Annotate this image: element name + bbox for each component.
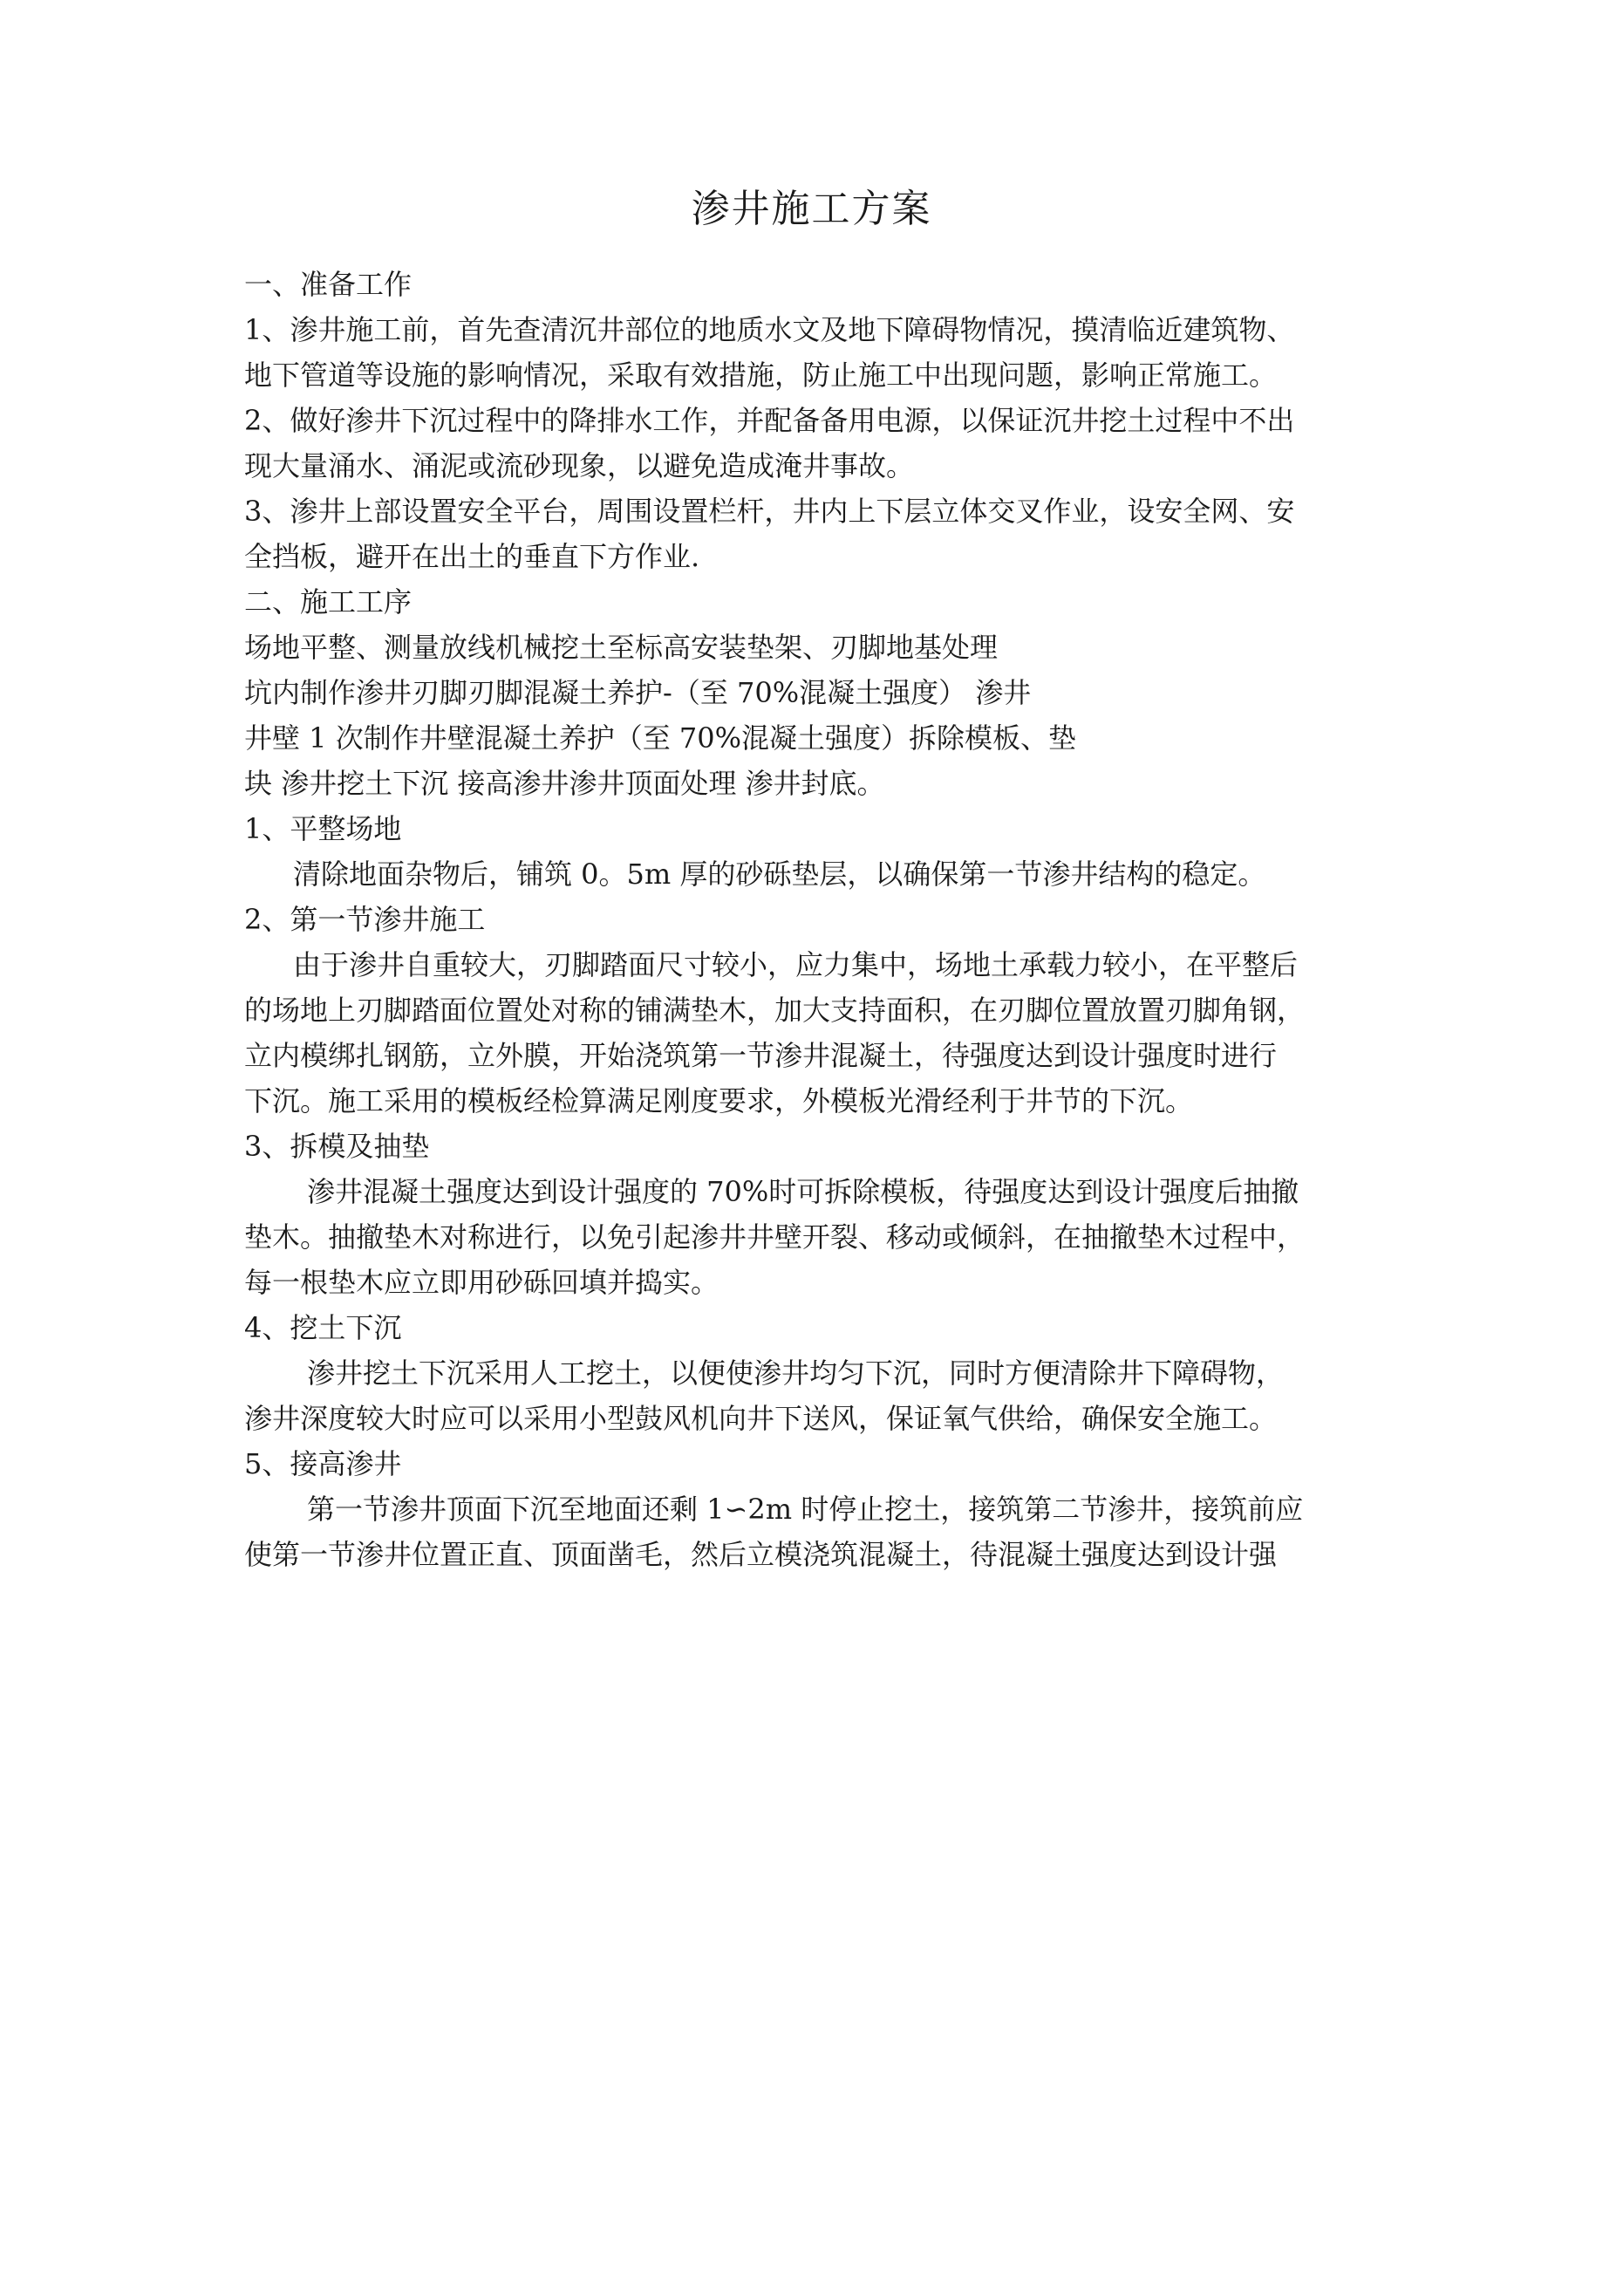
paragraph-line: 每一根垫木应立即用砂砾回填并捣实。 <box>244 1266 719 1299</box>
paragraph-line: 现大量涌水、涌泥或流砂现象，以避免造成淹井事故。 <box>244 449 915 482</box>
document-title: 渗井施工方案 <box>691 187 932 231</box>
paragraph-line: 渗井挖土下沉采用人工挖土，以便使渗井均匀下沉，同时方便清除井下障碍物， <box>307 1356 1285 1390</box>
paragraph-line: 块 渗井挖土下沉 接高渗井渗井顶面处理 渗井封底。 <box>244 767 885 800</box>
subheading-raise-well: 5、接高渗井 <box>244 1447 402 1480</box>
paragraph-line: 全挡板，避开在出土的垂直下方作业. <box>244 540 700 573</box>
document-body <box>244 262 1413 1577</box>
section-heading-procedure: 二、施工工序 <box>244 585 413 618</box>
paragraph-line: 坑内制作渗井刃脚刃脚混凝土养护-（至 70%混凝土强度） 渗井 <box>244 676 1032 709</box>
paragraph-line: 2、做好渗井下沉过程中的降排水工作，并配备备用电源，以保证沉井挖土过程中不出 <box>244 404 1295 437</box>
paragraph-line: 渗井深度较大时应可以采用小型鼓风机向井下送风，保证氧气供给，确保安全施工。 <box>244 1402 1278 1435</box>
subheading-first-section: 2、第一节渗井施工 <box>244 903 486 936</box>
paragraph-line: 使第一节渗井位置正直、顶面凿毛，然后立模浇筑混凝土，待混凝土强度达到设计强 <box>244 1538 1278 1571</box>
paragraph-line: 地下管道等设施的影响情况，采取有效措施，防止施工中出现问题，影响正常施工。 <box>244 359 1278 392</box>
subheading-formwork-removal: 3、拆模及抽垫 <box>244 1130 430 1163</box>
section-heading-preparation: 一、准备工作 <box>244 268 413 301</box>
paragraph-line: 第一节渗井顶面下沉至地面还剩 1∽2m 时停止挖土，接筑第二节渗井，接筑前应 <box>307 1493 1304 1526</box>
subheading-site-leveling: 1、平整场地 <box>244 812 402 845</box>
paragraph-line: 下沉。施工采用的模板经检算满足刚度要求，外模板光滑经利于井节的下沉。 <box>244 1084 1194 1117</box>
paragraph-line: 井壁 1 次制作井壁混凝土养护（至 70%混凝土强度）拆除模板、垫 <box>244 721 1077 755</box>
paragraph-line: 3、渗井上部设置安全平台，周围设置栏杆，井内上下层立体交叉作业，设安全网、安 <box>244 495 1295 528</box>
paragraph-line: 清除地面杂物后，铺筑 0。5m 厚的砂砾垫层，以确保第一节渗井结构的稳定。 <box>293 858 1266 891</box>
paragraph-line: 立内模绑扎钢筋，立外膜，开始浇筑第一节渗井混凝土，待强度达到设计强度时进行 <box>244 1039 1278 1072</box>
paragraph-line: 的场地上刃脚踏面位置处对称的铺满垫木，加大支持面积，在刃脚位置放置刃脚角钢， <box>244 994 1306 1027</box>
paragraph-line: 渗井混凝土强度达到设计强度的 70%时可拆除模板，待强度达到设计强度后抽撤 <box>307 1175 1299 1208</box>
paragraph-line: 场地平整、测量放线机械挖土至标高安装垫架、刃脚地基处理 <box>244 631 999 664</box>
paragraph-line: 1、渗井施工前，首先查清沉井部位的地质水文及地下障碍物情况，摸清临近建筑物、 <box>244 313 1295 346</box>
subheading-excavation-sinking: 4、挖土下沉 <box>244 1311 402 1344</box>
paragraph-line: 垫木。抽撤垫木对称进行，以免引起渗井井壁开裂、移动或倾斜，在抽撤垫木过程中， <box>244 1220 1306 1254</box>
paragraph-line: 由于渗井自重较大，刃脚踏面尺寸较小，应力集中，场地土承载力较小，在平整后 <box>293 948 1299 981</box>
